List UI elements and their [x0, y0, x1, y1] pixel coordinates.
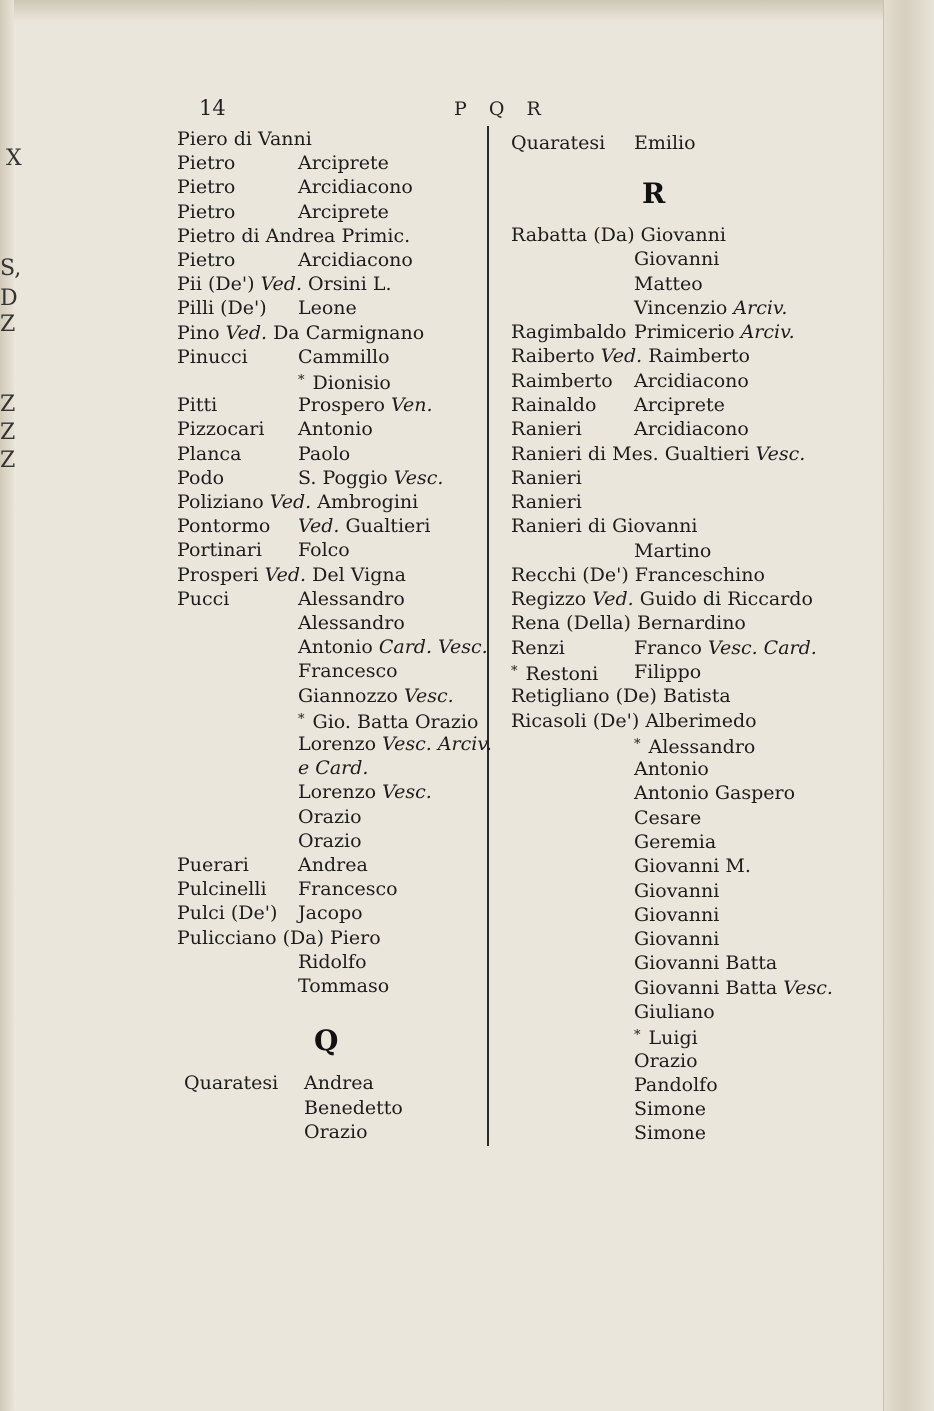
- entry-given-name: Andrea: [304, 1072, 374, 1094]
- entry-given-name: Arciprete: [298, 200, 389, 223]
- entry-given-name: Giuliano: [634, 1000, 715, 1023]
- margin-fragment: Z: [0, 392, 16, 417]
- entry-given-name: Antonio: [298, 418, 373, 441]
- entry-surname: Pietro: [177, 176, 236, 199]
- entry-given-name: Matteo: [634, 272, 703, 295]
- entry-given-name: Ved. Gualtieri: [298, 515, 431, 538]
- margin-fragment: Z: [0, 312, 16, 337]
- entry-surname: Ranieri: [511, 418, 582, 441]
- entry-given-name: Francesco: [298, 660, 398, 683]
- entry-surname: Podo: [177, 466, 225, 489]
- entry-surname: Ranieri di Giovanni: [511, 515, 698, 538]
- entry-surname: Pitti: [177, 394, 218, 417]
- entry-given-name: Cesare: [634, 806, 702, 829]
- entry-surname: Ranieri: [511, 466, 582, 489]
- entry-given-name: Lorenzo Vesc. Arciv.: [298, 733, 492, 755]
- entry-given-name: Arcidiacono: [298, 176, 413, 199]
- entry-given-name: Giovanni: [634, 879, 720, 902]
- margin-fragment: S,: [0, 256, 22, 281]
- entry-surname: Renzi: [511, 636, 565, 659]
- entry-surname: Retigliano (De) Batista: [511, 685, 731, 708]
- entry-surname: Portinari: [177, 539, 262, 562]
- asterisk-mark: *: [511, 664, 518, 680]
- margin-fragment: Z: [0, 420, 16, 445]
- entry-given-name: Filippo: [634, 661, 702, 684]
- running-head: P Q R: [454, 98, 549, 120]
- entry-given-name: Folco: [298, 539, 350, 562]
- entry-surname: Raimberto: [511, 369, 613, 392]
- margin-fragment: Z: [0, 448, 16, 473]
- entry-given-name: Benedetto: [304, 1096, 403, 1119]
- entry-given-name: Alessandro: [298, 587, 405, 610]
- entry-given-name: Giovanni M.: [634, 855, 751, 878]
- entry-surname: Raiberto Ved. Raimberto: [511, 345, 750, 368]
- entry-given-name: Vincenzio Arciv.: [634, 296, 788, 319]
- page-number: 14: [199, 96, 226, 120]
- entry-given-name: Orazio: [298, 829, 362, 852]
- entry-surname: Pucci: [177, 587, 230, 610]
- entry-given-name: Tommaso: [298, 975, 390, 997]
- asterisk-mark: *: [298, 711, 305, 727]
- entry-given-name: Francesco: [298, 878, 398, 901]
- section-letter-r: R: [642, 177, 666, 210]
- entry-given-name: S. Poggio Vesc.: [298, 466, 444, 489]
- entry-given-name: Orazio: [634, 1049, 698, 1072]
- entry-given-name: Lorenzo Vesc.: [298, 781, 432, 804]
- entry-given-name: Antonio Gaspero: [634, 782, 796, 805]
- entry-surname: Rainaldo: [511, 393, 597, 416]
- entry-given-name: Primicerio Arciv.: [634, 321, 795, 344]
- entry-surname: Pietro di Andrea Primic.: [177, 224, 411, 247]
- entry-given-name: Arcidiacono: [634, 369, 749, 392]
- entry-given-name: * Luigi: [634, 1027, 698, 1050]
- entry-given-name: Cammillo: [298, 345, 390, 368]
- entry-surname: Regizzo Ved. Guido di Riccardo: [511, 588, 813, 611]
- entry-given-name: * Alessandro: [634, 735, 756, 758]
- entry-surname: Quaratesi: [511, 132, 606, 154]
- entry-given-name: Arciprete: [298, 152, 389, 175]
- entry-given-name: Martino: [634, 539, 712, 562]
- entry-surname: Puerari: [177, 854, 249, 876]
- entry-given-name: Giovanni: [634, 903, 720, 926]
- entry-surname: Pietro: [177, 152, 236, 175]
- entry-surname: Pulcinelli: [177, 878, 267, 901]
- entry-surname: Pulci (De'): [177, 902, 278, 925]
- entry-given-name: Emilio: [634, 132, 696, 154]
- top-page-edge: [0, 0, 934, 22]
- entry-surname: Pietro: [177, 200, 236, 223]
- entry-surname: Rabatta (Da) Giovanni: [511, 224, 726, 246]
- section-letter-q: Q: [314, 1024, 339, 1057]
- entry-surname: Pietro: [177, 249, 236, 271]
- entry-given-name: Giovanni Batta Vesc.: [634, 976, 833, 999]
- entry-given-name: Alessandro: [298, 612, 405, 634]
- entry-surname: Pulicciano (Da) Piero: [177, 926, 381, 949]
- entry-surname: Pilli (De'): [177, 297, 267, 320]
- entry-surname: Rena (Della) Bernardino: [511, 612, 746, 635]
- right-page-edge: [883, 0, 934, 1411]
- entry-given-name: Prospero Ven.: [298, 394, 433, 417]
- entry-given-name: Arcidiacono: [298, 249, 413, 271]
- asterisk-mark: *: [298, 373, 305, 388]
- entry-given-name: Orazio: [298, 805, 362, 828]
- entry-surname: Ricasoli (De') Alberimedo: [511, 709, 757, 732]
- entry-surname: * Restoni: [511, 663, 599, 686]
- margin-fragment: D: [0, 286, 18, 311]
- entry-surname: Pinucci: [177, 345, 248, 368]
- entry-given-name: Geremia: [634, 831, 717, 853]
- entry-given-name: Arciprete: [634, 393, 725, 416]
- entry-given-name: * Gio. Batta Orazio: [298, 710, 479, 733]
- entry-given-name: Ridolfo: [298, 950, 367, 973]
- entry-surname: Recchi (De') Franceschino: [511, 563, 765, 586]
- entry-given-name: Arcidiacono: [634, 418, 749, 441]
- entry-given-name: Jacopo: [298, 902, 363, 925]
- entry-surname: Ranieri di Mes. Gualtieri Vesc.: [511, 442, 806, 465]
- entry-surname: Quaratesi: [184, 1072, 279, 1094]
- entry-surname: Pontormo: [177, 515, 271, 538]
- entry-surname: Pizzocari: [177, 418, 265, 441]
- entry-given-name: e Card.: [298, 757, 369, 780]
- entry-surname: Planca: [177, 442, 242, 465]
- entry-surname: Prosperi Ved. Del Vigna: [177, 563, 406, 586]
- entry-given-name: Giannozzo Vesc.: [298, 684, 454, 707]
- entry-given-name: Franco Vesc. Card.: [634, 636, 817, 659]
- entry-given-name: Simone: [634, 1122, 707, 1145]
- entry-given-name: Pandolfo: [634, 1073, 718, 1096]
- entry-given-name: Antonio Card. Vesc.: [298, 636, 488, 659]
- entry-surname: Pii (De') Ved. Orsini L.: [177, 273, 392, 296]
- entry-given-name: Giovanni Batta: [634, 952, 778, 975]
- entry-surname: Ragimbaldo: [511, 321, 627, 344]
- entry-surname: Ranieri: [511, 491, 582, 514]
- entry-surname: Pino Ved. Da Carmignano: [177, 321, 425, 344]
- entry-given-name: Giovanni: [634, 248, 720, 271]
- entry-surname: Poliziano Ved. Ambrogini: [177, 491, 419, 513]
- entry-given-name: Simone: [634, 1098, 707, 1121]
- left-page-edge: [0, 0, 14, 1411]
- asterisk-mark: *: [634, 1028, 641, 1044]
- asterisk-mark: *: [634, 736, 641, 752]
- margin-fragment: X: [6, 146, 22, 171]
- entry-surname: Piero di Vanni: [177, 128, 312, 150]
- entry-given-name: * Dionisio: [298, 372, 391, 394]
- entry-given-name: Orazio: [304, 1121, 368, 1143]
- entry-given-name: Antonio: [634, 758, 709, 781]
- entry-given-name: Leone: [298, 297, 357, 320]
- entry-given-name: Paolo: [298, 442, 351, 465]
- entry-given-name: Andrea: [298, 854, 368, 876]
- entry-given-name: Giovanni: [634, 928, 720, 951]
